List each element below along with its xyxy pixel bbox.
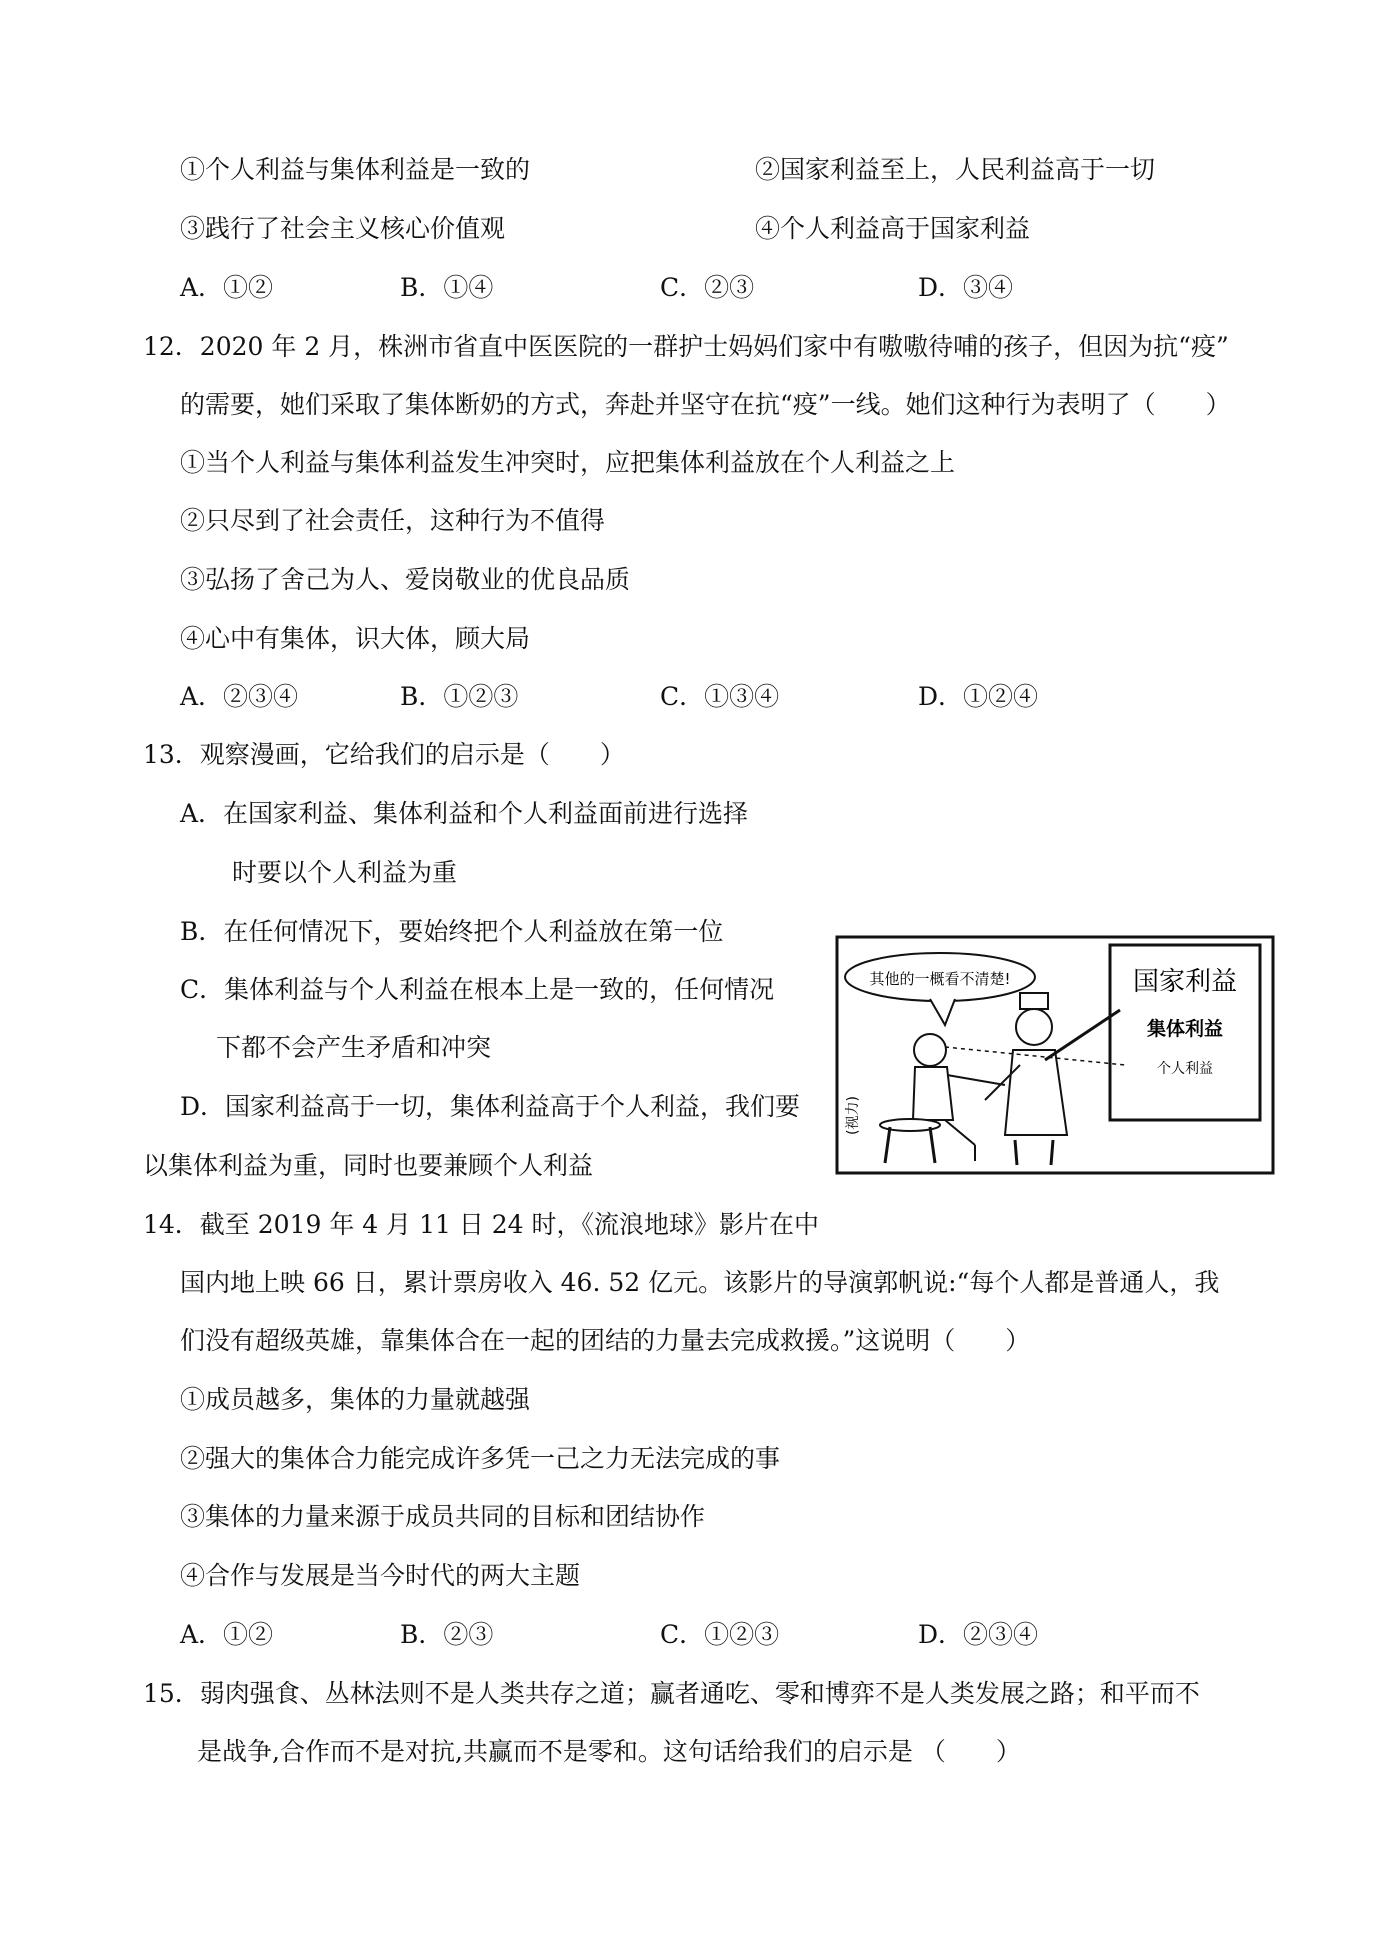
q11-option-b[interactable]: B．①④ bbox=[400, 273, 494, 302]
q12-statement-1: ①当个人利益与集体利益发生冲突时，应把集体利益放在个人利益之上 bbox=[180, 448, 956, 477]
q12-statement-2: ②只尽到了社会责任，这种行为不值得 bbox=[180, 506, 606, 535]
q12-statement-3: ③弘扬了舍己为人、爱岗敬业的优良品质 bbox=[180, 565, 631, 594]
q11-statement-2: ②国家利益至上，人民利益高于一切 bbox=[755, 155, 1156, 184]
q13-option-c[interactable]: C．集体利益与个人利益在根本上是一致的，任何情况 bbox=[180, 975, 775, 1004]
q12-stem-line-1: 12．2020 年 2 月，株洲市省直中医医院的一群护士妈妈们家中有嗷嗷待哺的孩子，但因为抗“疫” bbox=[143, 332, 1229, 361]
q14-statement-3: ③集体的力量来源于成员共同的目标和团结协作 bbox=[180, 1502, 706, 1531]
q15-stem-line-2: 是战争,合作而不是对抗,共赢而不是零和。这句话给我们的启示是 （ ） bbox=[197, 1737, 1021, 1766]
q14-option-c[interactable]: C．①②③ bbox=[660, 1620, 780, 1649]
q13-cartoon bbox=[835, 935, 1275, 1175]
q13-stem: 13．观察漫画，它给我们的启示是（ ） bbox=[143, 740, 625, 769]
q11-statement-1: ①个人利益与集体利益是一致的 bbox=[180, 155, 531, 184]
q13-option-d[interactable]: D．国家利益高于一切，集体利益高于个人利益，我们要 bbox=[180, 1092, 801, 1121]
q14-option-d[interactable]: D．②③④ bbox=[918, 1620, 1039, 1649]
q12-option-c[interactable]: C．①③④ bbox=[660, 682, 780, 711]
cartoon-row-individual: 个人利益 bbox=[1157, 1061, 1213, 1077]
q11-option-d[interactable]: D．③④ bbox=[918, 273, 1014, 302]
q14-stem-line-3: 们没有超级英雄，靠集体合在一起的团结的力量去完成救援。”这说明（ ） bbox=[180, 1326, 1031, 1355]
q11-option-c[interactable]: C．②③ bbox=[660, 273, 755, 302]
q14-statement-1: ①成员越多，集体的力量就越强 bbox=[180, 1385, 531, 1414]
q13-option-a[interactable]: A．在国家利益、集体利益和个人利益面前进行选择 bbox=[180, 799, 749, 828]
q13-option-d-cont: 以集体利益为重，同时也要兼顾个人利益 bbox=[143, 1151, 594, 1180]
q11-statement-4: ④个人利益高于国家利益 bbox=[755, 214, 1031, 243]
q12-statement-4: ④心中有集体，识大体，顾大局 bbox=[180, 624, 531, 653]
q14-statement-4: ④合作与发展是当今时代的两大主题 bbox=[180, 1561, 581, 1590]
cartoon-caption: (视力) bbox=[845, 1096, 861, 1135]
q14-option-b[interactable]: B．②③ bbox=[400, 1620, 494, 1649]
q14-stem-line-1: 14．截至 2019 年 4 月 11 日 24 时，《流浪地球》影片在中 bbox=[143, 1210, 820, 1239]
q12-option-d[interactable]: D．①②④ bbox=[918, 682, 1039, 711]
cartoon-row-collective: 集体利益 bbox=[1146, 1018, 1224, 1040]
q13-option-c-cont: 下都不会产生矛盾和冲突 bbox=[216, 1033, 492, 1062]
q12-stem-line-2: 的需要，她们采取了集体断奶的方式，奔赴并坚守在抗“疫”一线。她们这种行为表明了（ ） bbox=[180, 390, 1231, 419]
q12-option-b[interactable]: B．①②③ bbox=[400, 682, 519, 711]
q11-statement-3: ③践行了社会主义核心价值观 bbox=[180, 214, 506, 243]
q13-option-b[interactable]: B．在任何情况下，要始终把个人利益放在第一位 bbox=[180, 917, 724, 946]
cartoon-row-national: 国家利益 bbox=[1132, 967, 1238, 997]
q12-option-a[interactable]: A．②③④ bbox=[180, 682, 299, 711]
q11-option-a[interactable]: A．①② bbox=[180, 273, 274, 302]
q14-option-a[interactable]: A．①② bbox=[180, 1620, 274, 1649]
q15-stem-line-1: 15．弱肉强食、丛林法则不是人类共存之道；赢者通吃、零和博弈不是人类发展之路；和平而不 bbox=[143, 1679, 1200, 1708]
cartoon-drawing bbox=[835, 935, 1275, 1175]
q14-statement-2: ②强大的集体合力能完成许多凭一己之力无法完成的事 bbox=[180, 1444, 781, 1473]
q13-option-a-cont: 时要以个人利益为重 bbox=[232, 858, 458, 887]
q14-stem-line-2: 国内地上映 66 日，累计票房收入 46. 52 亿元。该影片的导演郭帆说:“每个人都是普通人，我 bbox=[180, 1268, 1220, 1297]
cartoon-speech-text: 其他的一概看不清楚! bbox=[869, 970, 1011, 988]
